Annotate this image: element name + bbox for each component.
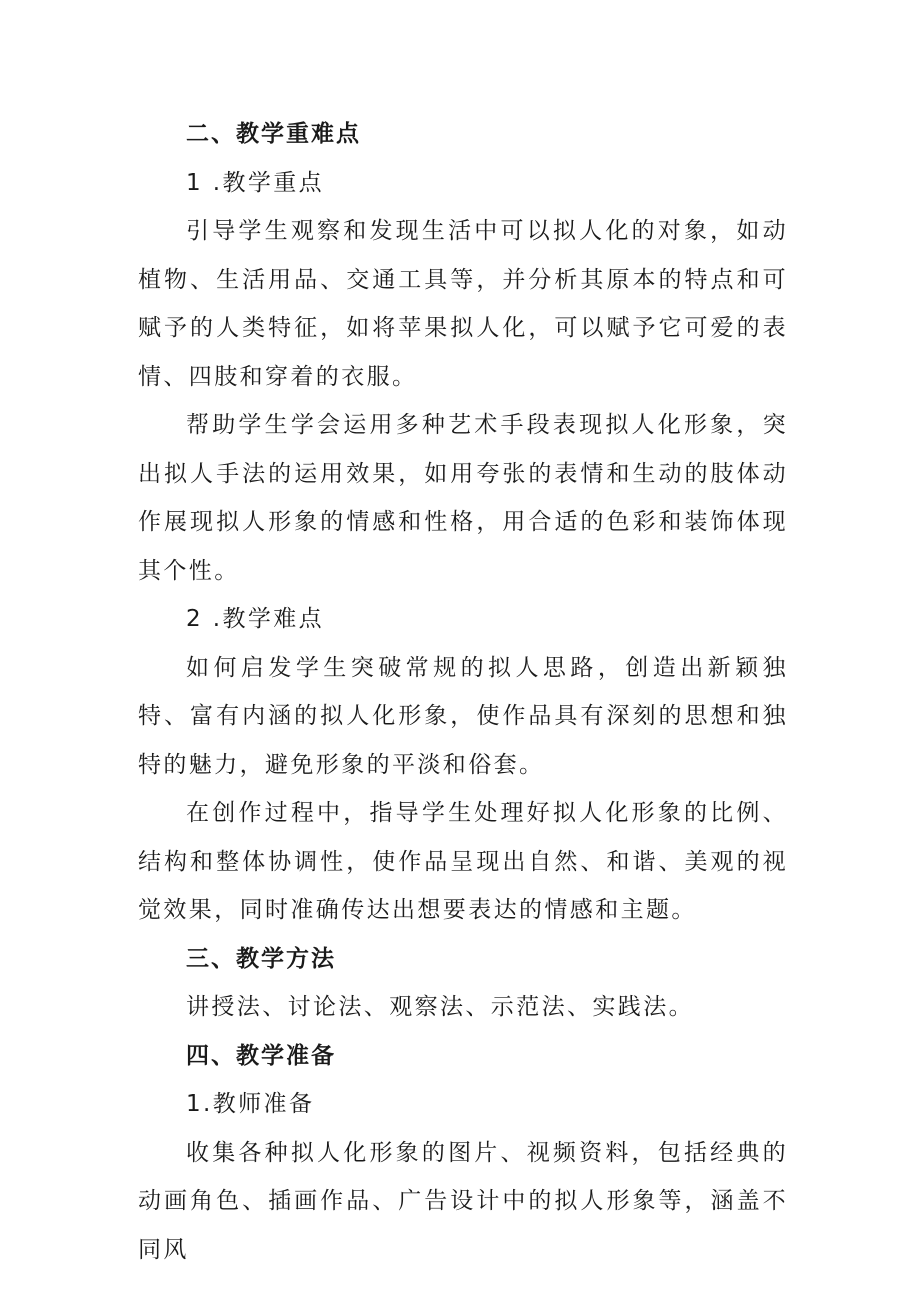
paragraph-key-points-1: 引导学生观察和发现生活中可以拟人化的对象，如动植物、生活用品、交通工具等，并分析其原本的特点和可赋予的人类特征，如将苹果拟人化，可以赋予它可爱的表情、四肢和穿着的衣服。 [138,218,788,390]
paragraph-key-points-2: 帮助学生学会运用多种艺术手段表现拟人化形象，突出拟人手法的运用效果，如用夸张的表情和生动的肢体动作展现拟人形象的情感和性格，用合适的色彩和装饰体现其个性。 [138,412,788,584]
section-heading-difficulties: 二、教学重难点 [186,121,361,147]
paragraph-difficult-points-2: 在创作过程中，指导学生处理好拟人化形象的比例、结构和整体协调性，使作品呈现出自然、和谐、美观的视觉效果，同时准确传达出想要表达的情感和主题。 [138,800,788,923]
paragraph-teacher-preparation: 收集各种拟人化形象的图片、视频资料，包括经典的动画角色、插画作品、广告设计中的拟人形象等，涵盖不同风 [138,1139,788,1263]
subheading-key-points: 1 .教学重点 [186,169,325,196]
paragraph-difficult-points-1: 如何启发学生突破常规的拟人思路，创造出新颖独特、富有内涵的拟人化形象，使作品具有深刻的思想和独特的魅力，避免形象的平淡和俗套。 [138,654,788,778]
paragraph-methods: 讲授法、讨论法、观察法、示范法、实践法。 [186,994,694,1020]
section-heading-methods: 三、教学方法 [186,945,336,972]
subheading-difficult-points: 2 .教学难点 [186,606,325,632]
subheading-teacher-preparation: 1.教师准备 [186,1091,315,1117]
section-heading-preparation: 四、教学准备 [186,1042,336,1069]
document-page [138,110,788,1274]
